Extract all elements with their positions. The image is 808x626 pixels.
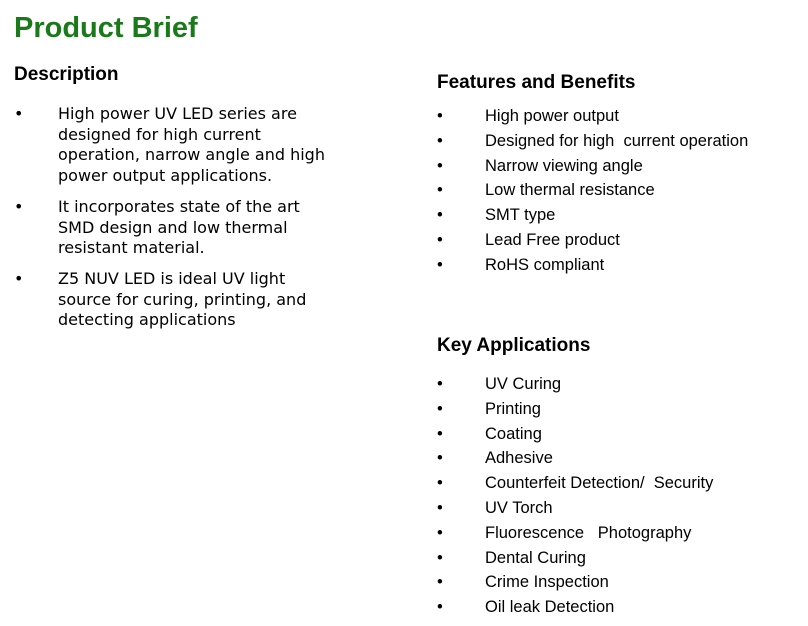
feature-item-text: RoHS compliant <box>485 255 605 274</box>
application-item <box>437 496 797 521</box>
bullet-icon: • <box>437 255 443 274</box>
application-item <box>437 446 797 471</box>
application-item <box>437 422 797 447</box>
feature-item <box>437 253 797 278</box>
application-item-text: Printing <box>485 399 541 418</box>
features-heading: Features and Benefits <box>437 72 636 93</box>
bullet-icon: • <box>437 131 443 150</box>
application-item <box>437 546 797 571</box>
bullet-icon: • <box>437 107 443 125</box>
application-item <box>437 372 797 397</box>
application-item <box>437 570 797 595</box>
features-list <box>437 104 797 278</box>
application-item-text: Counterfeit Detection/ Security <box>485 474 714 493</box>
description-item-text: It incorporates state of the art SMD design and low thermal resistant material. <box>58 196 300 258</box>
bullet-icon: • <box>437 230 443 249</box>
feature-item <box>437 203 797 228</box>
bullet-icon: • <box>437 399 443 418</box>
bullet-icon: • <box>437 498 443 517</box>
feature-item <box>437 154 797 179</box>
bullet-icon: • <box>14 196 24 216</box>
bullet-icon: • <box>437 598 443 617</box>
application-item <box>437 471 797 496</box>
feature-item <box>437 178 797 203</box>
description-heading: Description <box>14 64 119 85</box>
feature-item-text: High power output <box>485 107 619 125</box>
feature-item <box>437 228 797 253</box>
application-item-text: Dental Curing <box>485 548 586 567</box>
description-item <box>14 197 374 259</box>
description-list <box>14 104 374 341</box>
application-item-text: Fluorescence Photography <box>485 523 692 542</box>
bullet-icon: • <box>437 548 443 567</box>
application-item <box>437 595 797 620</box>
bullet-icon: • <box>14 268 24 288</box>
bullet-icon: • <box>437 523 443 542</box>
application-item-text: Oil leak Detection <box>485 598 615 617</box>
bullet-icon: • <box>437 181 443 200</box>
bullet-icon: • <box>437 206 443 225</box>
application-item-text: Coating <box>485 424 542 443</box>
feature-item-text: Designed for high current operation <box>485 131 749 150</box>
applications-heading: Key Applications <box>437 335 591 356</box>
page-title: Product Brief <box>14 12 198 44</box>
application-item-text: UV Torch <box>485 498 553 517</box>
bullet-icon: • <box>437 449 443 468</box>
description-item <box>14 269 374 331</box>
applications-list <box>437 372 797 620</box>
feature-item <box>437 104 797 129</box>
application-item-text: Crime Inspection <box>485 573 609 592</box>
feature-item <box>437 129 797 154</box>
bullet-icon: • <box>437 424 443 443</box>
application-item <box>437 397 797 422</box>
feature-item-text: SMT type <box>485 206 556 225</box>
bullet-icon: • <box>437 156 443 175</box>
feature-item-text: Narrow viewing angle <box>485 156 643 175</box>
bullet-icon: • <box>14 104 24 123</box>
application-item-text: UV Curing <box>485 375 562 393</box>
feature-item-text: Low thermal resistance <box>485 181 655 200</box>
description-item <box>14 104 374 187</box>
bullet-icon: • <box>437 573 443 592</box>
description-item-text: High power UV LED series are designed for high current operation, narrow angle and high power output applications. <box>58 104 325 186</box>
application-item <box>437 521 797 546</box>
description-item-text: Z5 NUV LED is ideal UV light source for curing, printing, and detecting applications <box>58 268 307 330</box>
bullet-icon: • <box>437 474 443 493</box>
application-item-text: Adhesive <box>485 449 553 468</box>
feature-item-text: Lead Free product <box>485 230 620 249</box>
bullet-icon: • <box>437 375 443 393</box>
